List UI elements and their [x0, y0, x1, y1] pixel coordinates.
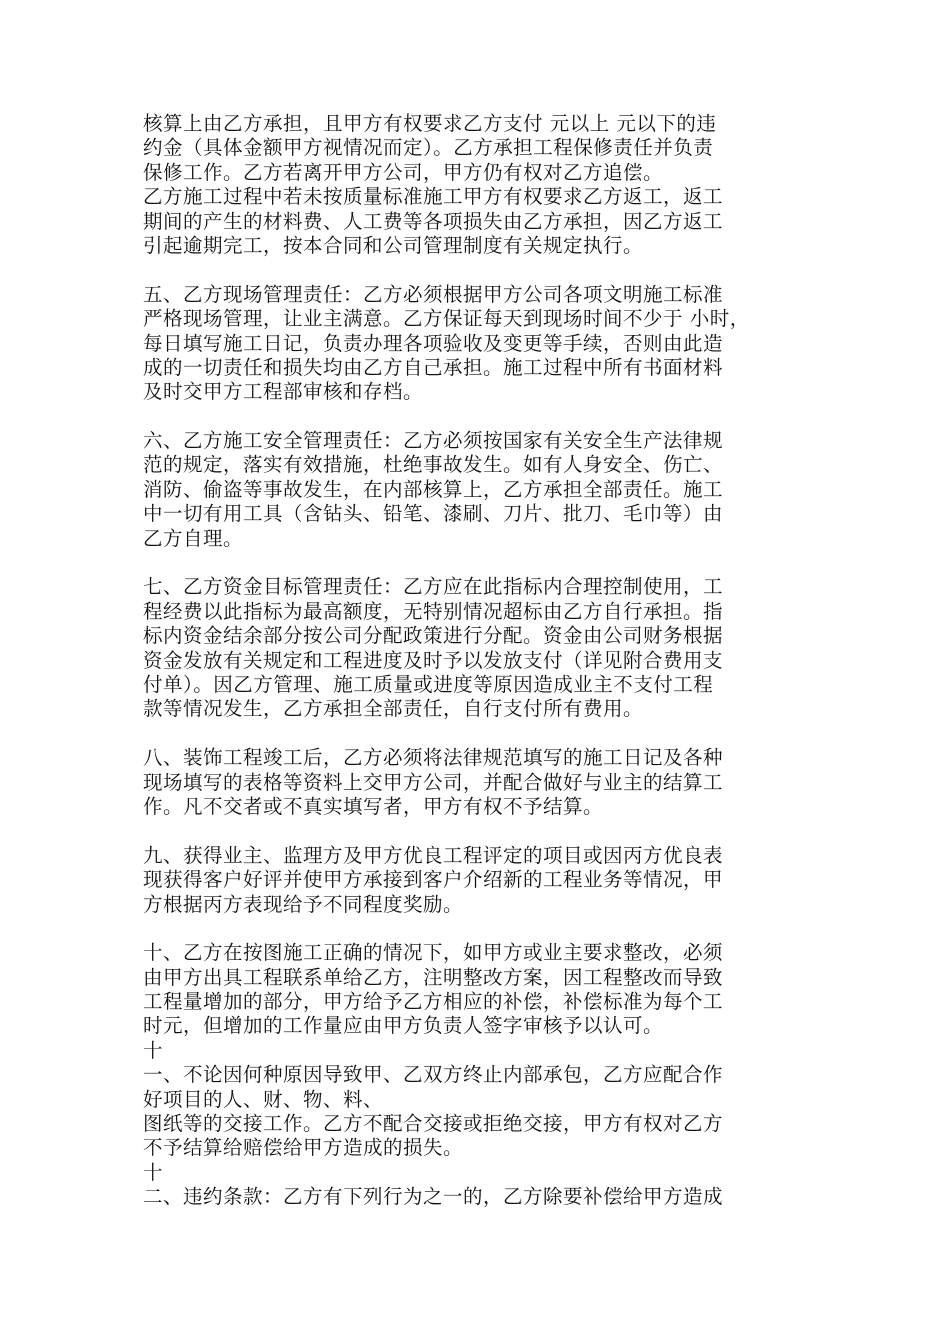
- text-line: 时元，但增加的工作量应由甲方负责人签字审核予以认可。: [143, 1014, 664, 1038]
- text-line: 不予结算给赔偿给甲方造成的损失。: [143, 1136, 464, 1160]
- paragraph-gap: [143, 405, 808, 429]
- document-body: [143, 112, 808, 1210]
- text-line: 工程量增加的部分，甲方给予乙方相应的补偿，补偿标准为每个工: [143, 990, 724, 1014]
- text-line: 款等情况发生，乙方承担全部责任，自行支付所有费用。: [143, 697, 644, 721]
- text-line: 图纸等的交接工作。乙方不配合交接或拒绝交接，甲方有权对乙方: [143, 1112, 724, 1136]
- paragraph-gap: [143, 722, 808, 746]
- text-line: 一、不论因何种原因导致甲、乙双方终止内部承包，乙方应配合作: [143, 1063, 724, 1087]
- text-line: 六、乙方施工安全管理责任：乙方必须按国家有关安全生产法律规: [143, 429, 724, 453]
- text-line: 付单）。因乙方管理、施工质量或进度等原因造成业主不支付工程: [143, 672, 714, 696]
- text-line: 乙方施工过程中若未按质量标准施工甲方有权要求乙方返工，返工: [143, 185, 724, 209]
- text-line: 五、乙方现场管理责任：乙方必须根据甲方公司各项文明施工标准: [143, 282, 724, 306]
- text-line: 方根据丙方表现给予不同程度奖励。: [143, 892, 464, 916]
- text-line: 成的一切责任和损失均由乙方自己承担。施工过程中所有书面材料: [143, 355, 724, 379]
- text-line: 七、乙方资金目标管理责任：乙方应在此指标内合理控制使用，工: [143, 575, 724, 599]
- text-line: 乙方自理。: [143, 526, 244, 550]
- text-line: 核算上由乙方承担，且甲方有权要求乙方支付 元以上 元以下的违: [143, 112, 717, 135]
- text-line: 现场填写的表格等资料上交甲方公司，并配合做好与业主的结算工: [143, 770, 724, 794]
- text-line: 每日填写施工日记，负责办理各项验收及变更等手续，否则由此造: [143, 331, 724, 355]
- text-line: 现获得客户好评并使甲方承接到客户介绍新的工程业务等情况，甲: [143, 868, 724, 892]
- text-line: 资金发放有关规定和工程进度及时予以发放支付（详见附合费用支: [143, 648, 724, 672]
- text-line: 十、乙方在按图施工正确的情况下，如甲方或业主要求整改，必须: [143, 941, 724, 965]
- paragraph-gap: [143, 917, 808, 941]
- text-line: 由甲方出具工程联系单给乙方，注明整改方案，因工程整改而导致: [143, 965, 724, 989]
- paragraph-gap: [143, 819, 808, 843]
- text-line: 消防、偷盗等事故发生，在内部核算上，乙方承担全部责任。施工: [143, 477, 724, 501]
- text-line: 保修工作。乙方若离开甲方公司，甲方仍有权对乙方追偿。: [143, 160, 664, 184]
- text-line: 引起逾期完工，按本合同和公司管理制度有关规定执行。: [143, 233, 644, 257]
- text-line: 中一切有用工具（含钻头、铅笔、漆刷、刀片、批刀、毛巾等）由: [143, 502, 724, 526]
- text-line: 作。凡不交者或不真实填写者，甲方有权不予结算。: [143, 794, 604, 818]
- text-line: 二、违约条款：乙方有下列行为之一的，乙方除要补偿给甲方造成: [143, 1185, 724, 1209]
- paragraph-gap: [143, 551, 808, 575]
- text-line: 十: [143, 1038, 164, 1062]
- text-line: 标内资金结余部分按公司分配政策进行分配。资金由公司财务根据: [143, 624, 724, 648]
- text-line: 程经费以此指标为最高额度，无特别情况超标由乙方自行承担。指: [143, 599, 724, 623]
- text-line: 八、装饰工程竣工后，乙方必须将法律规范填写的施工日记及各种: [143, 746, 724, 770]
- text-line: 期间的产生的材料费、人工费等各项损失由乙方承担，因乙方返工: [143, 209, 724, 233]
- text-line: 范的规定，落实有效措施，杜绝事故发生。如有人身安全、伤亡、: [143, 453, 724, 477]
- text-line: 及时交甲方工程部审核和存档。: [143, 380, 424, 404]
- text-line: 好项目的人、财、物、料、: [143, 1087, 384, 1111]
- text-line: 约金（具体金额甲方视情况而定）。乙方承担工程保修责任并负责: [143, 136, 714, 160]
- text-line: 严格现场管理，让业主满意。乙方保证每天到现场时间不少于 小时，: [143, 307, 750, 331]
- paragraph-gap: [143, 258, 808, 282]
- text-line: 九、获得业主、监理方及甲方优良工程评定的项目或因丙方优良表: [143, 843, 724, 867]
- text-line: 十: [143, 1160, 164, 1184]
